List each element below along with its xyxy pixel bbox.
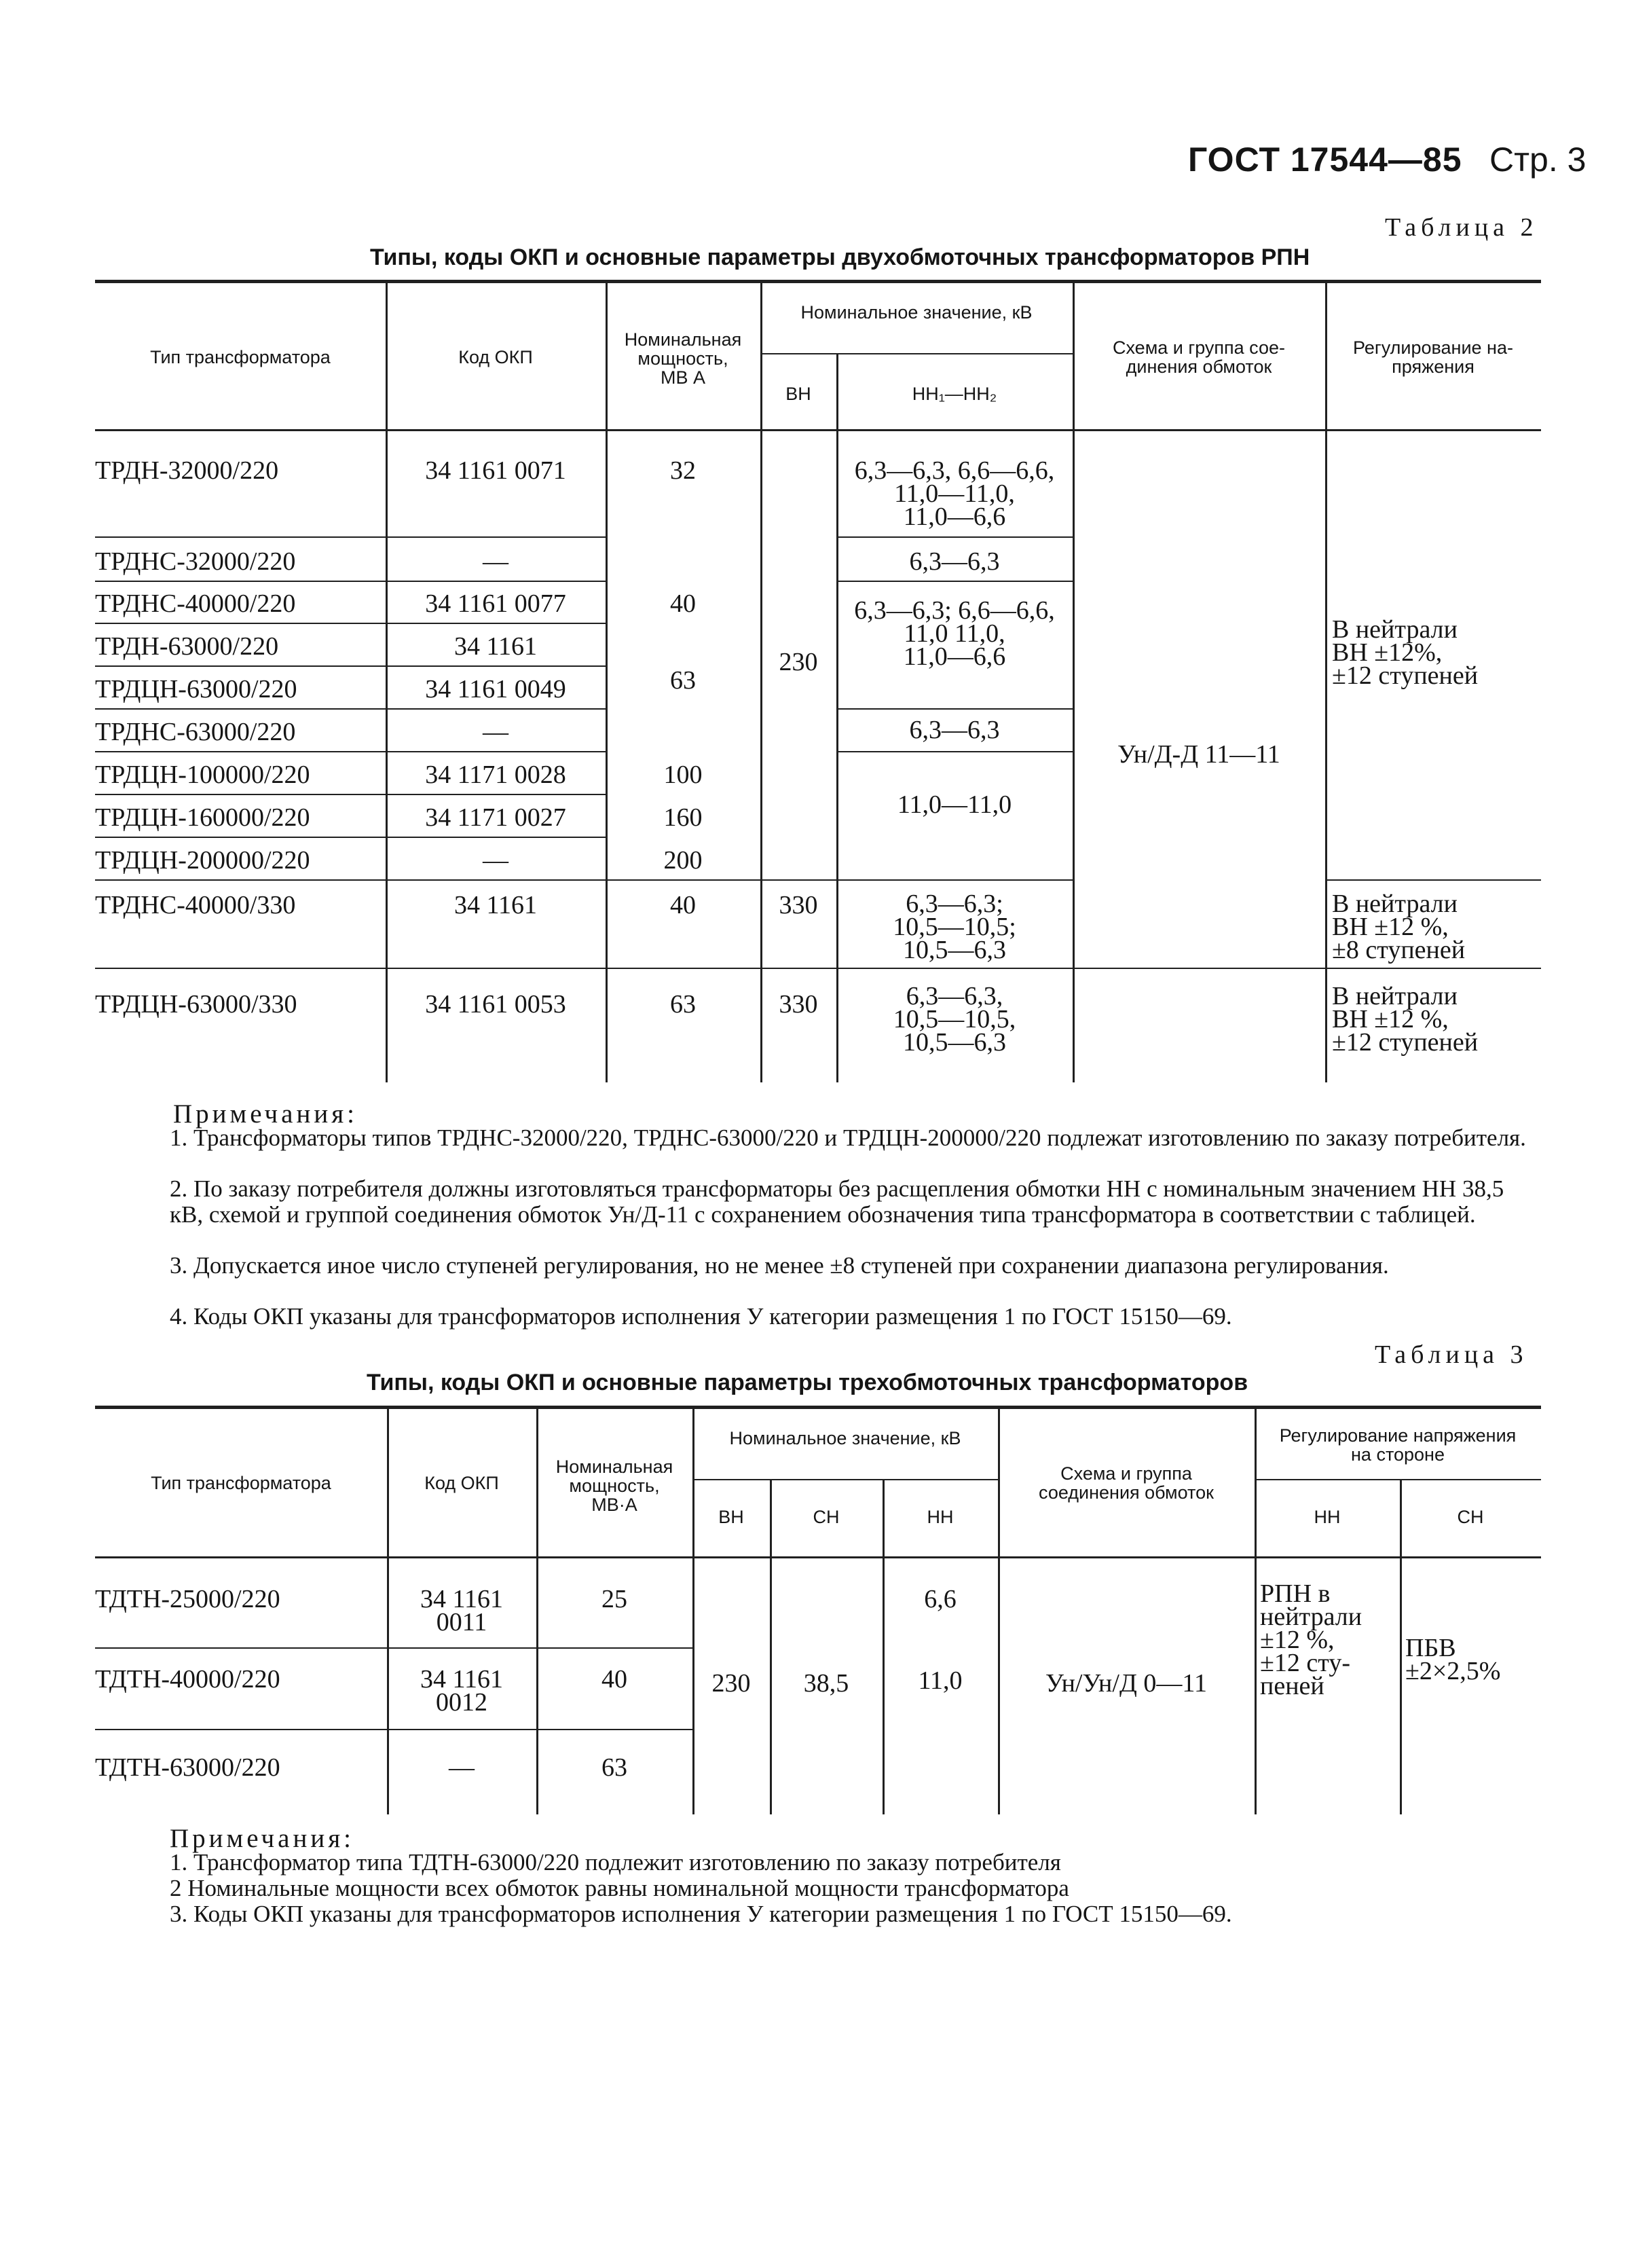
table2-row-okp: — bbox=[483, 846, 508, 875]
table2-regulation-merged: В нейтрали ВН ±12%, ±12 ступеней bbox=[1332, 615, 1479, 690]
table3-label: Таблица 3 bbox=[1375, 1340, 1528, 1369]
table2-label: Таблица 2 bbox=[1385, 213, 1538, 242]
table2-row-type: ТРДНС-40000/220 bbox=[95, 589, 296, 618]
table3-header-type: Тип трансформатора bbox=[151, 1473, 331, 1493]
table2-row-power: 200 bbox=[663, 846, 703, 875]
table3-row-nn: 11,0 bbox=[918, 1666, 963, 1695]
table2-row-okp: 34 1171 0027 bbox=[425, 803, 566, 832]
standard-number: ГОСТ 17544—85 bbox=[1188, 141, 1462, 179]
table2-row-okp: — bbox=[483, 547, 508, 576]
table2-row-nn: 6,3—6,3; 10,5—10,5; 10,5—6,3 bbox=[893, 890, 1016, 964]
table3-header-sn: СН bbox=[813, 1507, 840, 1527]
table2-header-nn: НН₁—НН₂ bbox=[912, 384, 997, 404]
table3-title: Типы, коды ОКП и основные параметры трехобмоточных трансформаторов bbox=[367, 1370, 1248, 1395]
notes1-title: Примечания: bbox=[173, 1099, 358, 1129]
notes1-item: 4. Коды ОКП указаны для трансформаторов исполнения У категории размещения 1 по ГОСТ 15150—69. bbox=[170, 1303, 1232, 1330]
table2-row-type: ТРДЦН-160000/220 bbox=[95, 803, 310, 832]
notes2-item: 3. Коды ОКП указаны для трансформаторов исполнения У категории размещения 1 по ГОСТ 15150—69. bbox=[170, 1901, 1232, 1927]
notes2-item: 2 Номинальные мощности всех обмоток равны номинальной мощности трансформатора bbox=[170, 1875, 1069, 1901]
table3-sn-merged: 38,5 bbox=[803, 1669, 849, 1698]
notes1-item: 1. Трансформаторы типов ТРДНС-32000/220, ТРДНС-63000/220 и ТРДЦН-200000/220 подлежат изготовлению по заказу потребителя. bbox=[170, 1124, 1526, 1151]
table2-header-power: Номинальная мощность, МВ А bbox=[624, 329, 742, 388]
table3-row-type: ТДТН-40000/220 bbox=[95, 1665, 280, 1694]
table2-nn-group: 11,0—11,0 bbox=[897, 790, 1012, 819]
table2-row-type: ТРДНС-32000/220 bbox=[95, 547, 296, 576]
table3-header-okp: Код ОКП bbox=[424, 1473, 499, 1493]
table2-row-type: ТРДЦН-63000/220 bbox=[95, 675, 297, 703]
table2-nn-group: 6,3—6,3 bbox=[909, 547, 1000, 576]
table3-vn-merged: 230 bbox=[711, 1669, 751, 1698]
table2-row-vn: 330 bbox=[779, 990, 818, 1019]
table2-row-power: 100 bbox=[663, 761, 703, 789]
table2-row-power: 160 bbox=[663, 803, 703, 832]
table2-row-vn: 330 bbox=[779, 891, 818, 919]
table3-header-nominal: Номинальное значение, кВ bbox=[729, 1428, 961, 1448]
table3-header-scheme: Схема и группа соединения обмоток bbox=[1039, 1463, 1214, 1503]
table3-header-nn: НН bbox=[927, 1507, 954, 1527]
table3-row-nn: 6,6 bbox=[924, 1585, 957, 1613]
table2-row-power: 63 bbox=[670, 990, 696, 1019]
table3-reg-sn-merged: ПБВ ±2×2,5% bbox=[1405, 1634, 1501, 1685]
table2-row-okp: 34 1161 0077 bbox=[425, 589, 566, 618]
table3-row-type: ТДТН-25000/220 bbox=[95, 1585, 280, 1613]
table3-row-power: 63 bbox=[601, 1753, 627, 1782]
table2-header-vn: ВН bbox=[785, 384, 811, 404]
notes1-item: 2. По заказу потребителя должны изготовляться трансформаторы без расщепления обмотки НН с номинальным значением НН 38,5 кВ, схемой и группой соединения обмоток Ун/Д-11 с сохранением обозначения типа трансформатора в соответствии с таблицей. bbox=[170, 1175, 1504, 1228]
notes2-item: 1. Трансформатор типа ТДТН-63000/220 подлежит изготовлению по заказу потребителя bbox=[170, 1849, 1061, 1876]
table2-row-type: ТРДЦН-63000/330 bbox=[95, 990, 297, 1019]
table2-row-okp: 34 1161 0049 bbox=[425, 675, 566, 703]
page-number: Стр. 3 bbox=[1489, 141, 1587, 179]
table2-row-power: 40 bbox=[670, 891, 696, 919]
table2-row-okp: 34 1161 0053 bbox=[425, 990, 566, 1019]
table2-nn-group: 6,3—6,3; 6,6—6,6, 11,0 11,0, 11,0—6,6 bbox=[854, 596, 1055, 671]
table3-header-reg-nn: НН bbox=[1314, 1507, 1341, 1527]
table3-row-okp: 34 1161 0011 bbox=[420, 1585, 504, 1636]
table2-row-type: ТРДНС-63000/220 bbox=[95, 718, 296, 746]
table2-row-power: 32 bbox=[670, 456, 696, 485]
table2-row-power: 63 bbox=[670, 666, 696, 695]
notes1-item: 3. Допускается иное число ступеней регулирования, но не менее ±8 ступеней при сохранении диапазона регулирования. bbox=[170, 1252, 1389, 1279]
table3-scheme-merged: Ун/Ун/Д 0—11 bbox=[1045, 1669, 1207, 1698]
table2-row-okp: — bbox=[483, 718, 508, 746]
table2-header-scheme: Схема и группа сое- динения обмоток bbox=[1112, 337, 1286, 377]
table3-header-reg-sn: СН bbox=[1457, 1507, 1484, 1527]
table2-header-regulation: Регулирование на- пряжения bbox=[1353, 337, 1513, 377]
table3-row-power: 25 bbox=[601, 1585, 627, 1613]
table2-header-okp: Код ОКП bbox=[458, 347, 533, 367]
table3-row-okp: 34 1161 0012 bbox=[420, 1665, 504, 1717]
page-header bbox=[1188, 140, 1586, 179]
table2-vn-merged: 230 bbox=[779, 648, 818, 676]
table2-scheme-merged: Ун/Д-Д 11—11 bbox=[1117, 740, 1280, 769]
table2-row-type: ТРДН-63000/220 bbox=[95, 632, 279, 661]
table2-row-okp: 34 1161 bbox=[453, 632, 538, 661]
table3-row-power: 40 bbox=[601, 1665, 627, 1694]
table2-header-type: Тип трансформатора bbox=[150, 347, 331, 367]
table2-nn-group: 6,3—6,3 bbox=[909, 716, 1000, 744]
table3-header-power: Номинальная мощность, МВ·А bbox=[555, 1457, 673, 1515]
table2-row-nn: 6,3—6,3, 10,5—10,5, 10,5—6,3 bbox=[893, 982, 1016, 1057]
table2-row-okp: 34 1161 0071 bbox=[425, 456, 566, 485]
table3-header-regulation: Регулирование напряжения на стороне bbox=[1279, 1425, 1517, 1465]
table3-reg-nn-merged: РПН в нейтрали ±12 %, ±12 сту- пеней bbox=[1260, 1579, 1362, 1700]
table3-header-vn: ВН bbox=[718, 1507, 744, 1527]
table2-header-nominal: Номинальное значение, кВ bbox=[800, 302, 1033, 323]
table2-row-regulation: В нейтрали ВН ±12 %, ±8 ступеней bbox=[1332, 890, 1466, 964]
table2-row-type: ТРДЦН-200000/220 bbox=[95, 846, 310, 875]
notes2-title: Примечания: bbox=[170, 1824, 354, 1853]
table2-title: Типы, коды ОКП и основные параметры двухобмоточных трансформаторов РПН bbox=[370, 244, 1310, 270]
table2-row-type: ТРДН-32000/220 bbox=[95, 456, 279, 485]
table3-row-okp: — bbox=[449, 1753, 475, 1782]
table2-row-type: ТРДНС-40000/330 bbox=[95, 891, 296, 919]
table2-row-regulation: В нейтрали ВН ±12 %, ±12 ступеней bbox=[1332, 982, 1479, 1057]
table2-row-type: ТРДЦН-100000/220 bbox=[95, 761, 310, 789]
table3-row-type: ТДТН-63000/220 bbox=[95, 1753, 280, 1782]
table2-row-okp: 34 1171 0028 bbox=[425, 761, 566, 789]
table2-row-okp: 34 1161 bbox=[453, 891, 538, 919]
table2-row-power: 40 bbox=[670, 589, 696, 618]
table2-nn-group: 6,3—6,3, 6,6—6,6, 11,0—11,0, 11,0—6,6 bbox=[854, 456, 1055, 531]
